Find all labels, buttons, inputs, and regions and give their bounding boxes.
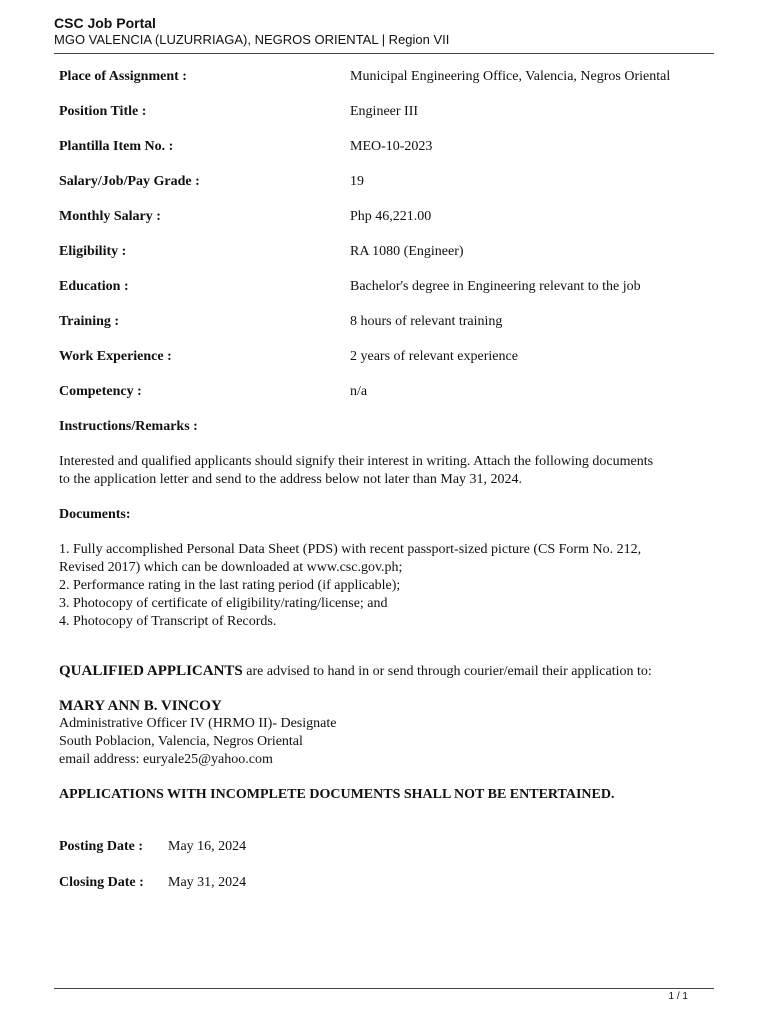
contact-section [59,697,709,769]
field-row-competency [59,383,719,418]
contact-position: Administrative Officer IV (HRMO II)- Designate [59,716,337,731]
qualified-applicants-note [59,662,709,681]
closing-date-row [59,874,709,892]
closing-date-label: Closing Date : [59,875,144,890]
field-label: Salary/Job/Pay Grade : [59,174,200,189]
field-value: MEO-10-2023 [350,139,433,154]
field-label: Training : [59,314,120,329]
field-value: Bachelor's degree in Engineering relevant to the job [350,279,641,294]
posting-date-value: May 16, 2024 [168,839,247,854]
incomplete-warning: APPLICATIONS WITH INCOMPLETE DOCUMENTS SHALL NOT BE ENTERTAINED. [59,787,615,802]
field-row-place [59,68,719,103]
field-label: Plantilla Item No. : [59,139,174,154]
qualified-lead: QUALIFIED APPLICANTS [59,663,243,679]
field-label: Eligibility : [59,244,127,259]
warning-section [59,786,709,804]
header-divider [54,53,714,54]
instructions-line: Interested and qualified applicants should signify their interest in writing. Attach the following documents [59,454,654,469]
field-row-training [59,313,719,348]
portal-subtitle: MGO VALENCIA (LUZURRIAGA), NEGROS ORIENTAL | Region VII [54,32,450,47]
field-label: Place of Assignment : [59,69,187,84]
field-label: Position Title : [59,104,147,119]
posting-date-label: Posting Date : [59,839,143,854]
field-label: Monthly Salary : [59,209,161,224]
field-value: n/a [350,384,368,399]
field-label: Work Experience : [59,349,172,364]
document-item: 2. Performance rating in the last rating period (if applicable); [59,578,401,593]
page-number: 1 / 1 [668,991,688,1002]
document-item: 3. Photocopy of certificate of eligibility/rating/license; and [59,596,388,611]
field-label: Competency : [59,384,142,399]
document-item: 1. Fully accomplished Personal Data Sheet (PDS) with recent passport-sized picture (CS Form No. 212, [59,542,642,557]
document-item: 4. Photocopy of Transcript of Records. [59,614,277,629]
field-row-position [59,103,719,138]
qualified-rest: are advised to hand in or send through courier/email their application to: [242,664,652,679]
contact-address: South Poblacion, Valencia, Negros Oriental [59,734,303,749]
field-value: 8 hours of relevant training [350,314,503,329]
documents-heading: Documents: [59,507,131,522]
contact-email: email address: euryale25@yahoo.com [59,752,273,767]
field-row-education [59,278,719,313]
field-value: Municipal Engineering Office, Valencia, Negros Oriental [350,69,671,84]
field-label: Education : [59,279,129,294]
field-row-eligibility [59,243,719,278]
field-value: 19 [350,174,364,189]
page-header [54,15,714,48]
posting-date-row [59,838,709,856]
footer-divider [54,988,714,989]
field-row-plantilla [59,138,719,173]
instructions-heading: Instructions/Remarks : [59,419,198,434]
closing-date-value: May 31, 2024 [168,875,247,890]
field-value: Engineer III [350,104,419,119]
dates-section [59,838,709,892]
instructions-section [59,418,709,489]
field-row-monthly-salary [59,208,719,243]
instructions-line: to the application letter and send to the address below not later than May 31, 2024. [59,472,523,487]
contact-name: MARY ANN B. VINCOY [59,698,222,714]
field-value: 2 years of relevant experience [350,349,518,364]
document-item: Revised 2017) which can be downloaded at www.csc.gov.ph; [59,560,403,575]
field-row-experience [59,348,719,383]
field-value: Php 46,221.00 [350,209,432,224]
field-row-salary-grade [59,173,719,208]
field-value: RA 1080 (Engineer) [350,244,464,259]
job-fields [59,68,719,418]
portal-title: CSC Job Portal [54,15,156,31]
documents-section [59,506,709,631]
